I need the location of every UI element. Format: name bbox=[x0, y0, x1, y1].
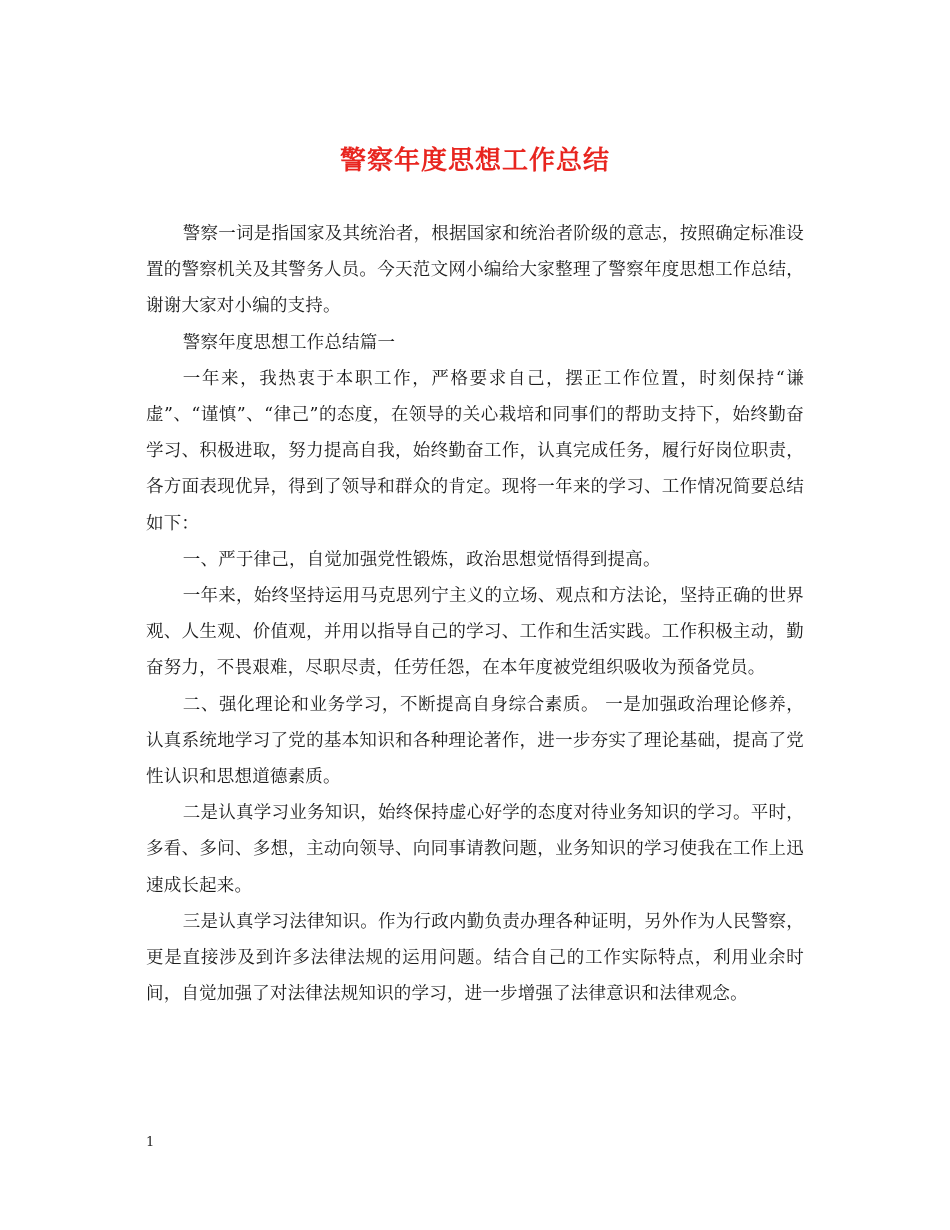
point-heading: 一、严于律己，自觉加强党性锻炼，政治思想觉悟得到提高。 bbox=[182, 549, 661, 570]
section-heading: 警察年度思想工作总结篇一 bbox=[182, 332, 396, 353]
intro-paragraph: 警察一词是指国家及其统治者，根据国家和统治者阶级的意志，按照确定标准设置的警察机关及其警务人员。今天范文网小编给大家整理了警察年度思想工作总结，谢谢大家对小编的支持。 bbox=[146, 224, 804, 317]
document-body bbox=[146, 216, 804, 1012]
body-paragraph: 一年来，始终坚持运用马克思列宁主义的立场、观点和方法论，坚持正确的世界观、人生观、价值观，并用以指导自己的学习、工作和生活实践。工作积极主动，勤奋努力，不畏艰难，尽职尽责，任劳任怨，在本年度被党组织吸收为预备党员。 bbox=[146, 586, 804, 679]
body-paragraph: 二是认真学习业务知识，始终保持虚心好学的态度对待业务知识的学习。平时，多看、多问、多想，主动向领导、向同事请教问题，业务知识的学习使我在工作上迅速成长起来。 bbox=[146, 803, 804, 896]
point-paragraph: 二、强化理论和业务学习，不断提高自身综合素质。 一是加强政治理论修养，认真系统地学习了党的基本知识和各种理论著作，进一步夯实了理论基础，提高了党性认识和思想道德素质。 bbox=[146, 694, 804, 788]
document-title: 警察年度思想工作总结 bbox=[339, 146, 610, 176]
body-paragraph: 三是认真学习法律知识。作为行政内勤负责办理各种证明，另外作为人民警察，更是直接涉及到许多法律法规的运用问题。结合自己的工作实际特点，利用业余时间，自觉加强了对法律法规知识的学习，进一步增强了法律意识和法律观念。 bbox=[146, 911, 804, 1005]
page-number: 1 bbox=[146, 1135, 155, 1150]
body-paragraph: 一年来，我热衷于本职工作，严格要求自己，摆正工作位置，时刻保持“谦虚”、“谨慎”、“律己”的态度，在领导的关心栽培和同事们的帮助支持下，始终勤奋学习、积极进取，努力提高自我，始终勤奋工作，认真完成任务，履行好岗位职责，各方面表现优异，得到了领导和群众的肯定。现将一年来的学习、工作情况简要总结如下： bbox=[146, 368, 804, 534]
